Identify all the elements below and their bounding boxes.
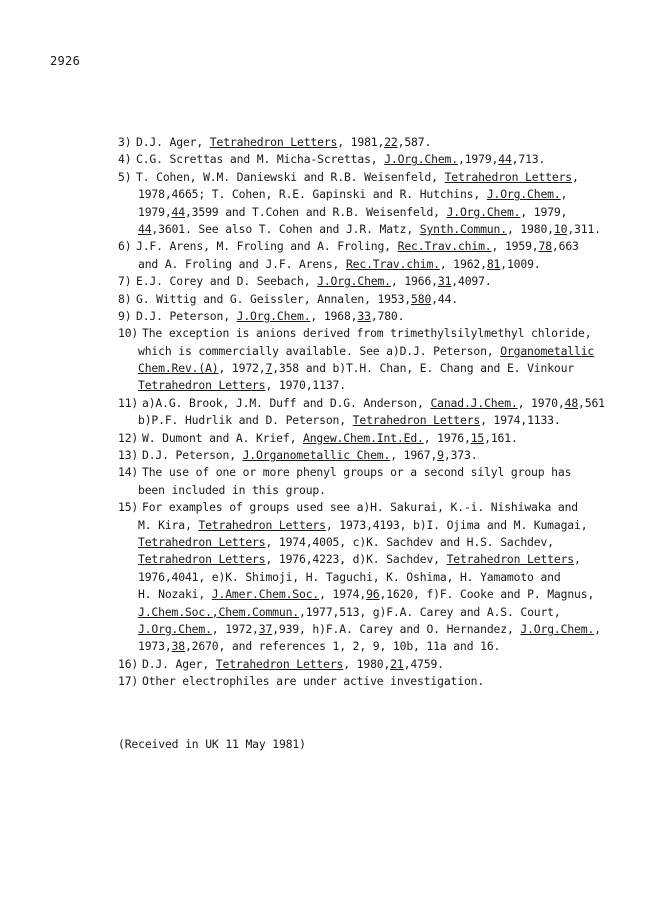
underlined-citation: Tetrahedron Letters: [138, 552, 266, 567]
citation-text: ,663: [551, 239, 579, 254]
reference-line: [118, 291, 628, 308]
citation-text: For examples of groups used see a)H. Sakurai, K.-i. Nishiwaka and: [142, 500, 579, 515]
underlined-citation: J.Org.Chem.: [138, 621, 212, 636]
reference-number: 9): [118, 308, 132, 323]
reference-line: [118, 551, 628, 568]
reference-text: [142, 447, 477, 464]
citation-text: , 1976,4223, d)K. Sachdev,: [265, 552, 447, 567]
underlined-citation: 38: [171, 639, 185, 654]
received-note: (Received in UK 11 May 1981): [118, 737, 306, 751]
reference-text: [136, 308, 404, 325]
reference-line: [118, 621, 628, 638]
citation-text: ,1979,: [457, 152, 499, 167]
citation-text: , 1970,: [517, 395, 565, 410]
reference-text: [138, 586, 594, 603]
citation-text: ,561: [578, 395, 605, 410]
reference-line: [118, 256, 628, 273]
citation-text: , 1981,: [337, 135, 385, 149]
reference-text: [138, 517, 587, 534]
reference-line: [118, 673, 628, 690]
reference-text: [138, 186, 567, 203]
underlined-citation: Chem.Rev.(A): [138, 361, 219, 376]
underlined-citation: Tetrahedron Letters: [198, 517, 326, 532]
citation-text: ,373.: [443, 448, 478, 463]
reference-text: [138, 256, 541, 273]
citation-text: ,: [574, 552, 581, 567]
reference-text: [142, 499, 578, 516]
citation-text: D.J. Ager,: [142, 656, 216, 671]
reference-text: [138, 221, 601, 238]
underlined-citation: J.Organometallic Chem.: [242, 448, 391, 463]
citation-text: ,: [594, 621, 601, 636]
reference-line: [118, 360, 628, 377]
reference-text: [142, 656, 444, 673]
underlined-citation: 9: [437, 448, 444, 463]
citation-text: ,939, h)F.A. Carey and O. Hernandez,: [272, 621, 521, 636]
reference-text: [138, 621, 601, 638]
reference-line: [118, 412, 628, 429]
reference-line: [118, 169, 628, 186]
reference-number: 11): [118, 395, 139, 410]
citation-text: , 1974,1133.: [480, 413, 561, 428]
underlined-citation: Tetrahedron Letters: [215, 656, 344, 671]
citation-text: ,44.: [431, 291, 458, 306]
citation-text: b)P.F. Hudrlik and D. Peterson,: [138, 413, 353, 428]
underlined-citation: Organometallic: [500, 343, 595, 358]
citation-text: , 1976,: [423, 430, 471, 445]
reference-text: [142, 395, 605, 412]
citation-text: E.J. Corey and D. Seebach,: [136, 274, 318, 289]
citation-text: been included in this group.: [138, 482, 326, 497]
reference-text: [136, 134, 431, 151]
reference-text: [138, 551, 581, 568]
underlined-citation: Rec.Trav.chim.: [345, 256, 440, 271]
reference-line: [118, 377, 628, 394]
reference-number: 10): [118, 326, 139, 341]
underlined-citation: J.Org.Chem.: [236, 308, 311, 323]
reference-number: 17): [118, 674, 139, 689]
reference-line: [118, 482, 628, 499]
citation-text: D.J. Peterson,: [142, 448, 243, 463]
citation-text: ,358 and b)T.H. Chan, E. Chang and E. Vinkour: [272, 361, 575, 376]
citation-text: ,1977,513, g)F.A. Carey and A.S. Court,: [299, 604, 561, 619]
citation-text: ,: [572, 169, 579, 184]
underlined-citation: 44: [171, 204, 185, 219]
underlined-citation: 15: [470, 430, 485, 445]
reference-number: 16): [118, 656, 139, 671]
reference-text: [138, 604, 561, 621]
reference-text: [138, 412, 561, 429]
reference-text: [138, 569, 561, 586]
citation-text: D.J. Peterson,: [136, 308, 237, 323]
reference-line: [118, 534, 628, 551]
reference-line: [118, 343, 628, 360]
citation-text: , 1970,1137.: [265, 378, 346, 393]
reference-text: [136, 151, 545, 168]
underlined-citation: 81: [486, 256, 501, 271]
reference-line: [118, 221, 628, 238]
reference-line: [118, 517, 628, 534]
citation-text: , 1974,: [319, 587, 367, 602]
reference-line: [118, 273, 628, 290]
reference-text: [142, 325, 591, 342]
citation-text: ,4097.: [451, 274, 492, 289]
underlined-citation: 580: [411, 291, 432, 306]
citation-text: which is commercially available. See a)D.J. Peterson,: [138, 343, 501, 358]
underlined-citation: J.Org.Chem.: [486, 187, 561, 202]
citation-text: , 1966,: [390, 274, 438, 289]
underlined-citation: J.Chem.Soc.,Chem.Commun.: [138, 604, 299, 619]
reference-number: 7): [118, 274, 132, 289]
reference-line: [118, 395, 628, 412]
citation-text: The exception is anions derived from trimethylsilylmethyl chloride,: [142, 326, 592, 341]
reference-number: 12): [118, 430, 139, 445]
reference-line: [118, 638, 628, 655]
underlined-citation: Rec.Trav.chim.: [397, 239, 492, 254]
citation-text: ,713.: [511, 152, 546, 167]
reference-text: [138, 377, 346, 394]
reference-text: [142, 430, 518, 447]
underlined-citation: Tetrahedron Letters: [138, 534, 266, 549]
reference-number: 8): [118, 291, 132, 306]
reference-line: [118, 151, 628, 168]
reference-text: [138, 204, 567, 221]
citation-text: ,780.: [370, 308, 405, 323]
page-number: 2926: [50, 54, 81, 68]
citation-text: H. Nozaki,: [138, 587, 212, 602]
citation-text: , 1968,: [310, 308, 358, 323]
reference-text: [142, 464, 571, 481]
citation-text: T. Cohen, W.M. Daniewski and R.B. Weisenfeld,: [136, 169, 445, 184]
reference-text: [136, 291, 458, 308]
reference-text: [138, 638, 500, 655]
citation-text: ,3599 and T.Cohen and R.B. Weisenfeld,: [184, 204, 447, 219]
underlined-citation: 22: [384, 135, 398, 149]
underlined-citation: J.Org.Chem.: [384, 152, 458, 167]
citation-text: 1978,4665; T. Cohen, R.E. Gapinski and R. Hutchins,: [138, 187, 487, 202]
underlined-citation: 31: [437, 274, 452, 289]
reference-number: 4): [118, 152, 132, 167]
citation-text: , 1967,: [390, 448, 438, 463]
citation-text: ,1620, f)F. Cooke and P. Magnus,: [379, 587, 595, 602]
reference-text: [138, 343, 594, 360]
reference-line: [118, 325, 628, 342]
citation-text: Other electrophiles are under active investigation.: [142, 674, 485, 689]
reference-line: [118, 447, 628, 464]
citation-text: C.G. Screttas and M. Micha-Screttas,: [136, 152, 385, 167]
underlined-citation: Tetrahedron Letters: [444, 169, 573, 184]
underlined-citation: 78: [538, 239, 552, 254]
citation-text: 1973,: [138, 639, 172, 654]
citation-text: ,161.: [484, 430, 518, 445]
citation-text: ,1009.: [500, 256, 541, 271]
reference-text: [138, 482, 326, 499]
citation-text: , 1959,: [491, 239, 539, 254]
underlined-citation: Tetrahedron Letters: [446, 552, 575, 567]
reference-number: 13): [118, 448, 139, 463]
underlined-citation: 48: [564, 395, 579, 410]
citation-text: ,587.: [397, 135, 432, 149]
reference-line: [118, 569, 628, 586]
underlined-citation: 37: [258, 621, 273, 636]
underlined-citation: J.Amer.Chem.Soc.: [211, 587, 320, 602]
underlined-citation: Angew.Chem.Int.Ed.: [303, 430, 424, 445]
reference-line: [118, 586, 628, 603]
citation-text: , 1972,: [211, 621, 259, 636]
reference-line: [118, 656, 628, 673]
underlined-citation: Tetrahedron Letters: [352, 413, 481, 428]
underlined-citation: 7: [265, 361, 273, 376]
citation-text: , 1979,: [520, 204, 568, 219]
reference-number: 6): [118, 239, 132, 254]
underlined-citation: 44: [138, 221, 152, 236]
citation-text: D.J. Ager,: [136, 135, 210, 149]
reference-line: [118, 430, 628, 447]
citation-text: ,: [560, 187, 568, 202]
underlined-citation: 96: [366, 587, 380, 602]
underlined-citation: J.Org.Chem.: [446, 204, 521, 219]
reference-text: [136, 238, 579, 255]
reference-list: [118, 134, 628, 691]
underlined-citation: J.Org.Chem.: [520, 621, 595, 636]
reference-line: [118, 134, 628, 151]
citation-text: and A. Froling and J.F. Arens,: [138, 256, 346, 271]
citation-text: ,4759.: [403, 656, 444, 671]
citation-text: , 1974,4005, c)K. Sachdev and H.S. Sachdev,: [265, 534, 554, 549]
reference-number: 3): [118, 135, 132, 149]
citation-text: ,3601. See also T. Cohen and J.R. Matz,: [151, 221, 420, 236]
underlined-citation: Canad.J.Chem.: [430, 395, 518, 410]
underlined-citation: J.Org.Chem.: [317, 274, 391, 289]
reference-text: [136, 169, 579, 186]
reference-line: [118, 604, 628, 621]
reference-line: [118, 204, 628, 221]
underlined-citation: 33: [357, 308, 371, 323]
citation-text: , 1973,4193, b)I. Ojima and M. Kumagai,: [325, 517, 588, 532]
reference-number: 15): [118, 500, 139, 515]
citation-text: G. Wittig and G. Geissler, Annalen, 1953,: [136, 291, 412, 306]
citation-text: , 1972,: [218, 361, 266, 376]
citation-text: ,311.: [567, 221, 601, 236]
reference-number: 14): [118, 465, 139, 480]
reference-text: [136, 273, 492, 290]
reference-line: [118, 464, 628, 481]
underlined-citation: 10: [553, 221, 568, 236]
citation-text: , 1980,: [343, 656, 391, 671]
reference-line: [118, 308, 628, 325]
citation-text: 1979,: [138, 204, 172, 219]
underlined-citation: 44: [498, 152, 512, 167]
reference-number: 5): [118, 169, 132, 184]
reference-line: [118, 499, 628, 516]
citation-text: The use of one or more phenyl groups or a second silyl group has: [142, 465, 572, 480]
underlined-citation: Tetrahedron Letters: [209, 135, 338, 149]
reference-text: [142, 673, 484, 690]
citation-text: J.F. Arens, M. Froling and A. Froling,: [136, 239, 398, 254]
underlined-citation: Synth.Commun.: [419, 221, 507, 236]
reference-text: [138, 534, 554, 551]
citation-text: ,2670, and references 1, 2, 9, 10b, 11a and 16.: [184, 639, 501, 654]
citation-text: 1976,4041, e)K. Shimoji, H. Taguchi, K. Oshima, H. Yamamoto and: [138, 569, 561, 584]
underlined-citation: Tetrahedron Letters: [138, 378, 266, 393]
citation-text: , 1980,: [506, 221, 554, 236]
citation-text: W. Dumont and A. Krief,: [142, 430, 303, 445]
reference-line: [118, 186, 628, 203]
citation-text: a)A.G. Brook, J.M. Duff and D.G. Anderson,: [142, 395, 431, 410]
underlined-citation: 21: [390, 656, 404, 671]
citation-text: M. Kira,: [138, 517, 199, 532]
reference-text: [138, 360, 574, 377]
reference-line: [118, 238, 628, 255]
citation-text: , 1962,: [439, 256, 487, 271]
